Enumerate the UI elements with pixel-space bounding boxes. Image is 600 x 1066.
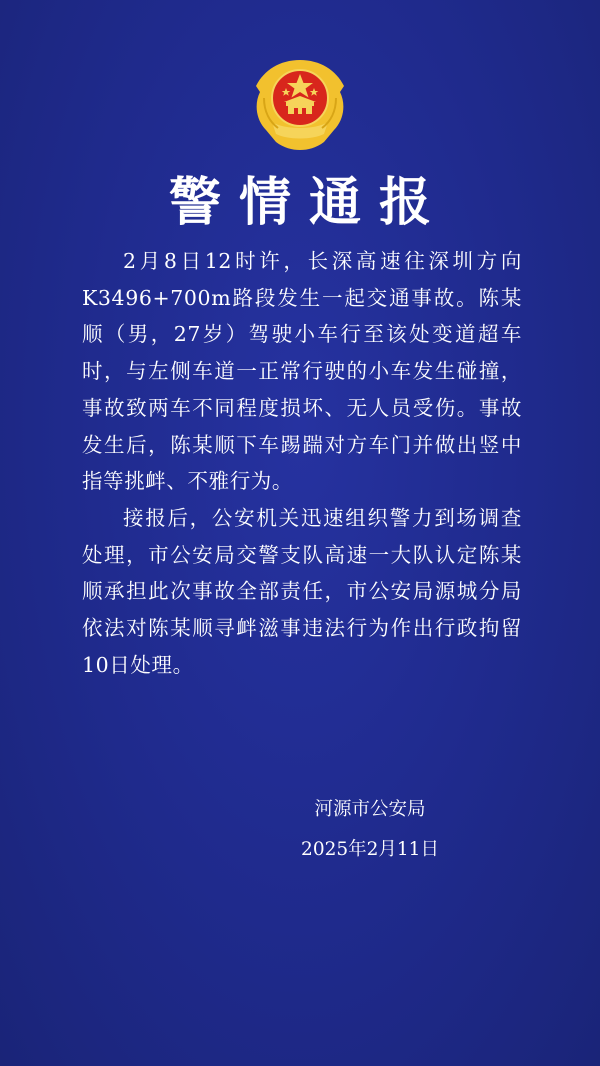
issue-date: 2025年2月11日 (301, 839, 439, 860)
page-title: 警情通报 (168, 172, 449, 233)
police-emblem-icon (250, 58, 350, 150)
notice-body (82, 243, 522, 683)
paragraph-handling: 接报后，公安机关迅速组织警力到场调查处理，市公安局交警支队高速一大队认定陈某顺承担此次事故全部责任，市公安局源城分局依法对陈某顺寻衅滋事违法行为作出行政拘留10日处理。 (82, 505, 522, 677)
issuer-name: 河源市公安局 (314, 799, 426, 820)
paragraph-incident: 2月8日12时许，长深高速往深圳方向K3496+700m路段发生一起交通事故。陈某顺（男，27岁）驾驶小车行至该处变道超车时，与左侧车道一正常行驶的小车发生碰撞，事故致两车不同程度损坏、无人员受伤。事故发生后，陈某顺下车踢踹对方车门并做出竖中指等挑衅、不雅行为。 (82, 249, 522, 494)
signature-block (290, 790, 450, 870)
